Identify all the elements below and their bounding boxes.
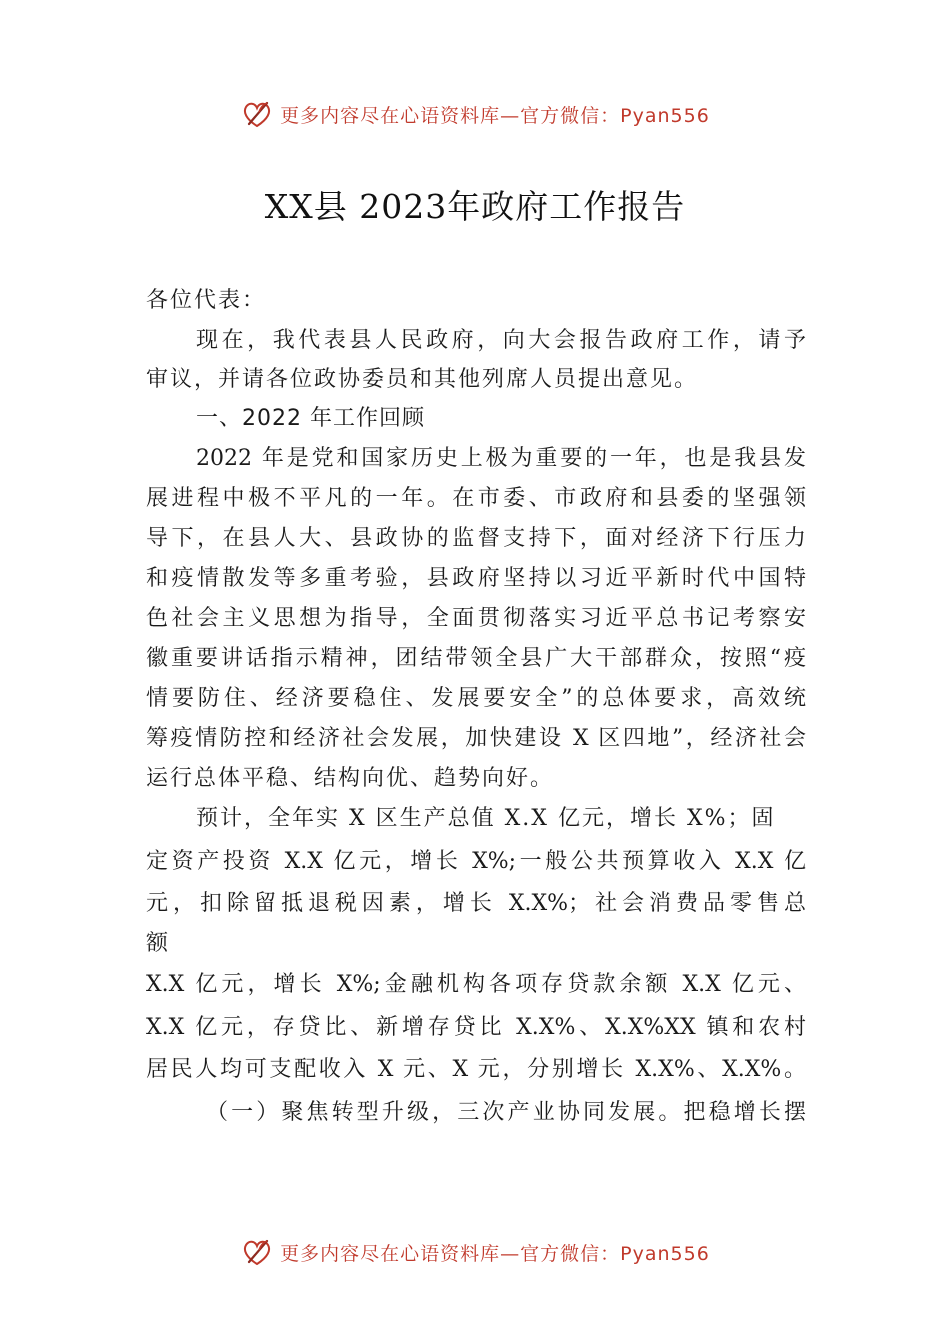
paragraph-line: 筹疫情防控和经济社会发展，加快建设 X 区四地”，经济社会 xyxy=(146,726,806,751)
paragraph-line: 徽重要讲话指示精神，团结带领全县广大干部群众，按照“疫 xyxy=(146,646,806,671)
paragraph-line: 审议，并请各位政协委员和其他列席人员提出意见。 xyxy=(146,367,699,392)
paragraph-line: 定资产投资 X.X 亿元，增长 X%;一般公共预算收入 X.X 亿 xyxy=(146,849,806,874)
paragraph-line: 额 xyxy=(146,931,171,956)
watermark-label: 更多内容尽在心语资料库—官方微信： xyxy=(280,1242,621,1265)
paragraph-line: X.X 亿元，增长 X%;金融机构各项存贷款余额 X.X 亿元、 xyxy=(146,972,806,997)
salutation: 各位代表： xyxy=(146,288,267,313)
watermark-header xyxy=(0,94,950,134)
paragraph-line: 现在，我代表县人民政府，向大会报告政府工作，请予 xyxy=(196,328,806,353)
paragraph-line: 和疫情散发等多重考验，县政府坚持以习近平新时代中国特 xyxy=(146,566,806,591)
section-heading: 一、2022 年工作回顾 xyxy=(196,406,425,431)
watermark-text xyxy=(280,101,710,128)
paragraph-line: 运行总体平稳、结构向优、趋势向好。 xyxy=(146,766,555,791)
paragraph-line: 色社会主义思想为指导，全面贯彻落实习近平总书记考察安 xyxy=(146,606,806,631)
paragraph-line: 元，扣除留抵退税因素，增长 X.X%；社会消费品零售总 xyxy=(146,891,806,916)
paragraph-line: 2022 年是党和国家历史上极为重要的一年，也是我县发 xyxy=(196,446,806,471)
paragraph-line: X.X 亿元，存贷比、新增存贷比 X.X%、X.X%XX 镇和农村 xyxy=(146,1015,806,1040)
watermark-wechat-id: Pyan556 xyxy=(620,1242,710,1265)
paragraph-line: 情要防住、经济要稳住、发展要安全”的总体要求，高效统 xyxy=(146,686,806,711)
watermark-text xyxy=(280,1239,710,1266)
quill-heart-logo-icon xyxy=(240,1235,274,1269)
watermark-footer xyxy=(0,1232,950,1272)
quill-heart-logo-icon xyxy=(240,97,274,131)
paragraph-line: 居民人均可支配收入 X 元、X 元，分别增长 X.X%、X.X%。 xyxy=(146,1057,806,1082)
paragraph-line: 展进程中极不平凡的一年。在市委、市政府和县委的坚强领 xyxy=(146,486,806,511)
subsection-heading: （一）聚焦转型升级，三次产业协同发展。把稳增长摆 xyxy=(206,1100,806,1125)
document-title: XX县 2023年政府工作报告 xyxy=(264,187,686,226)
watermark-label: 更多内容尽在心语资料库—官方微信： xyxy=(280,104,621,127)
watermark-wechat-id: Pyan556 xyxy=(620,104,710,127)
paragraph-line: 预计，全年实 X 区生产总值 X.X 亿元，增长 X%；固 xyxy=(196,806,776,831)
paragraph-line: 导下，在县人大、县政协的监督支持下，面对经济下行压力 xyxy=(146,526,806,551)
